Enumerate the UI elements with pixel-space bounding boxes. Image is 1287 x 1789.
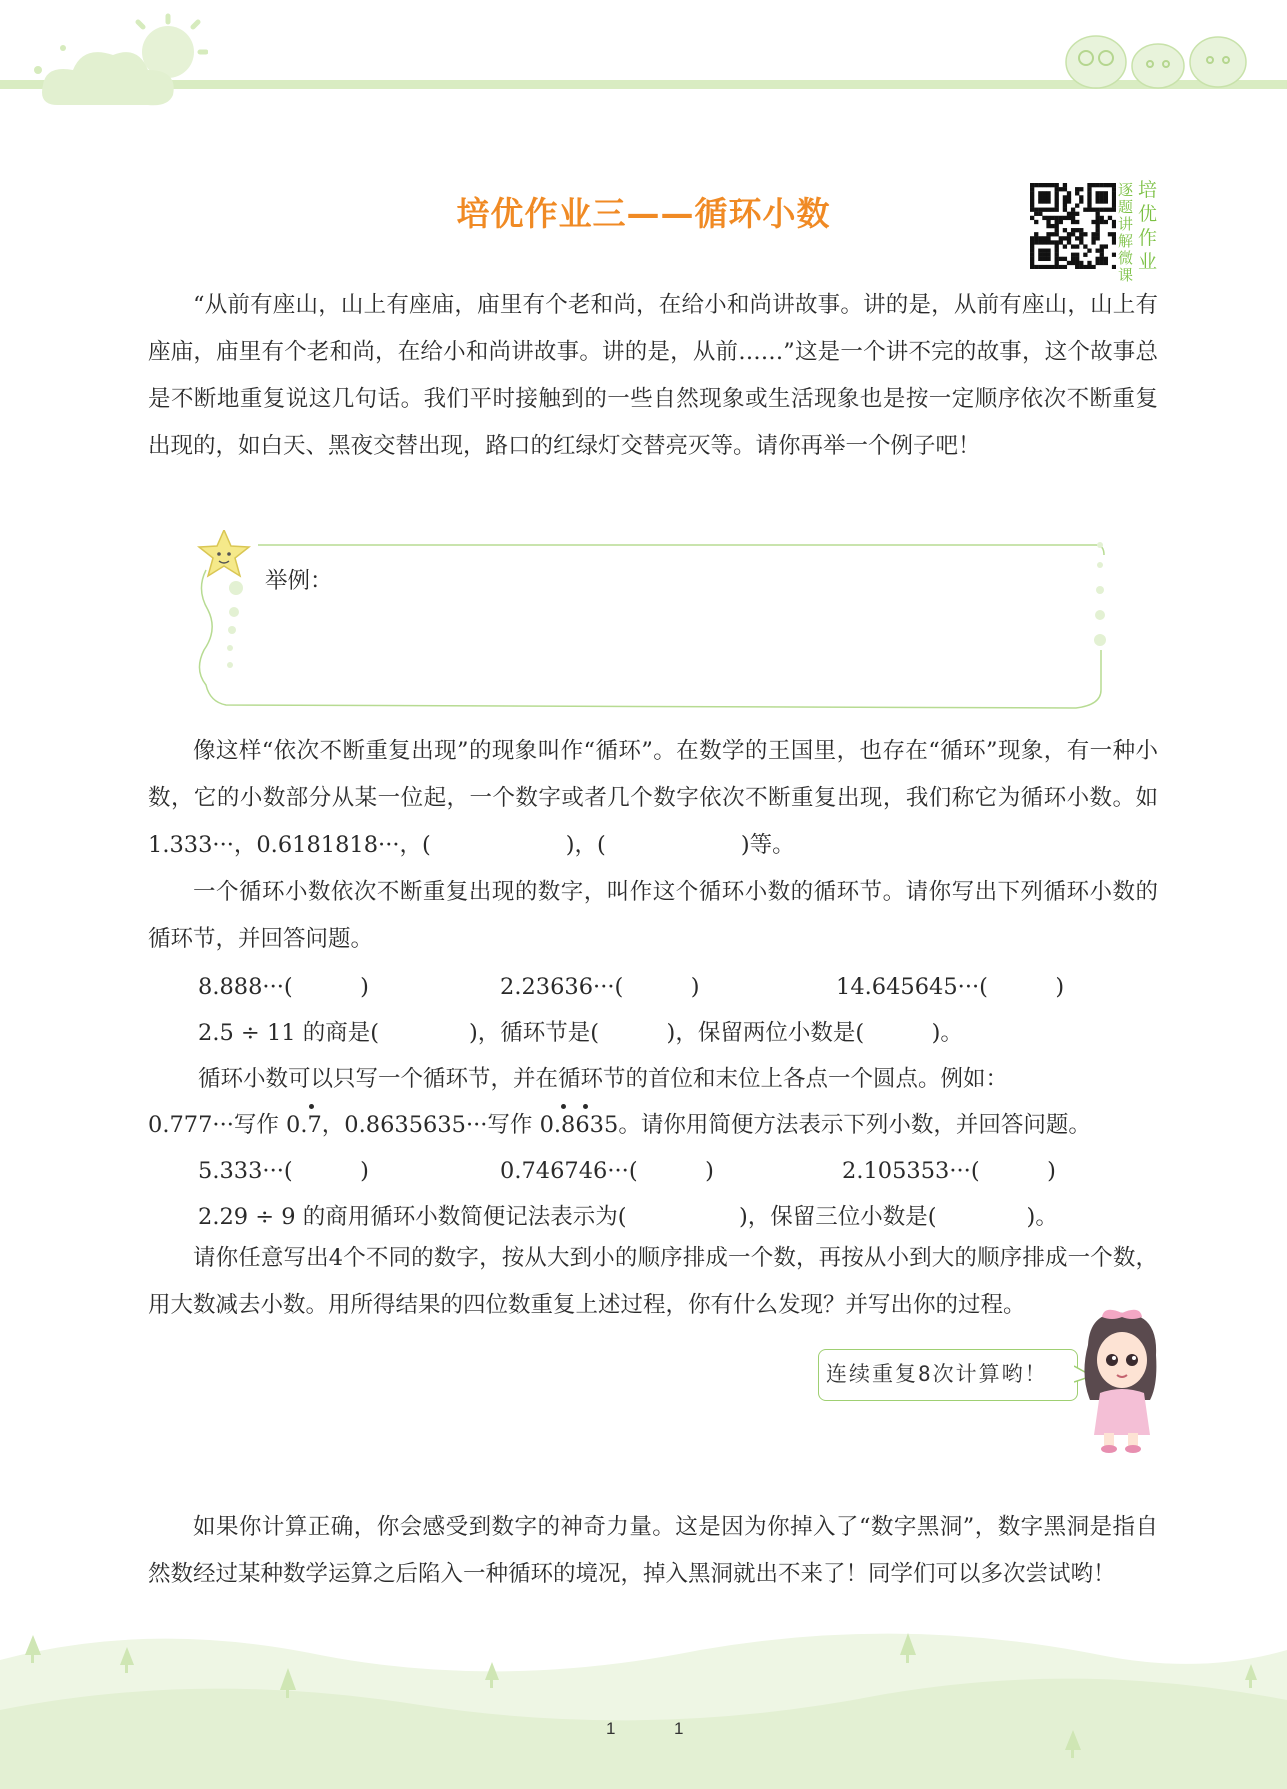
recurring-dot <box>583 1104 588 1109</box>
question-3b: 0.746746···( ) <box>500 1158 714 1184</box>
task-paragraph: 请你任意写出4个不同的数字，按从大到小的顺序排成一个数，再按从小到大的顺序排成一个数，用大数减去小数。用所得结果的四位数重复上述过程，你有什么发现？并写出你的过程。 <box>148 1245 1158 1318</box>
notation-line-1: 循环小数可以只写一个循环节，并在循环节的首位和末位上各点一个圆点。例如： <box>198 1066 1009 1092</box>
recurring-unit-paragraph: 一个循环小数依次不断重复出现的数字，叫作这个循环小数的循环节。请你写出下列循环小数的循环节，并回答问题。 <box>148 879 1158 952</box>
example-label: 举例： <box>265 568 333 594</box>
notation-line-2: 0.777···写作 0.7，0.8635635···写作 0.8635。请你用简便方法表示下列小数，并回答问题。 <box>148 1112 1091 1138</box>
animal-faces-decoration <box>1058 22 1258 90</box>
girl-illustration <box>1070 1305 1170 1455</box>
speech-bubble-text: 连续重复8次计算哟！ <box>826 1362 1048 1386</box>
question-3a: 5.333···( ) <box>198 1158 369 1184</box>
page-number-right: 1 <box>674 1719 684 1738</box>
question-1a: 8.888···( ) <box>198 974 369 1000</box>
qr-code[interactable] <box>1030 183 1116 269</box>
grass-hills-decoration <box>0 1600 1287 1789</box>
page-number-left: 1 <box>606 1719 616 1738</box>
question-1b: 2.23636···( ) <box>500 974 700 1000</box>
intro-paragraph: “从前有座山，山上有座庙，庙里有个老和尚，在给小和尚讲故事。讲的是，从前有座山，山上有座庙，庙里有个老和尚，在给小和尚讲故事。讲的是，从前……”这是一个讲不完的故事，这个故事总是不断地重复说这几句话。我们平时接触到的一些自然现象或生活现象也是按一定顺序依次不断重复出现的，如白天、黑夜交替出现，路口的红绿灯交替亮灭等。请你再举一个例子吧！ <box>148 292 1158 459</box>
qr-label <box>1118 178 1166 284</box>
question-3c: 2.105353···( ) <box>842 1158 1056 1184</box>
definition-paragraph: 像这样“依次不断重复出现”的现象叫作“循环”。在数学的王国里，也存在“循环”现象，有一种小数，它的小数部分从某一位起，一个数字或者几个数字依次不断重复出现，我们称它为循环小数。如1.333···，0.6181818···，( )，( )等。 <box>148 738 1158 858</box>
recurring-dot <box>561 1104 566 1109</box>
qr-label-micro-lesson: 逐题讲解微课 <box>1118 181 1134 284</box>
recurring-dot <box>309 1104 314 1109</box>
question-1c: 14.645645···( ) <box>836 974 1065 1000</box>
question-4: 2.29 ÷ 9 的商用循环小数简便记法表示为( )，保留三位小数是( )。 <box>198 1204 1058 1230</box>
example-answer-area[interactable] <box>310 556 1090 696</box>
question-2: 2.5 ÷ 11 的商是( )，循环节是( )，保留两位小数是( )。 <box>198 1020 963 1046</box>
sun-cloud-decoration <box>18 10 208 110</box>
qr-label-homework: 培优作业 <box>1138 179 1158 273</box>
page-title: 培优作业三——循环小数 <box>456 194 831 233</box>
conclusion-paragraph: 如果你计算正确，你会感受到数字的神奇力量。这是因为你掉入了“数字黑洞”，数字黑洞是指自然数经过某种数学运算之后陷入一种循环的境况，掉入黑洞就出不来了！同学们可以多次尝试哟！ <box>148 1514 1158 1587</box>
